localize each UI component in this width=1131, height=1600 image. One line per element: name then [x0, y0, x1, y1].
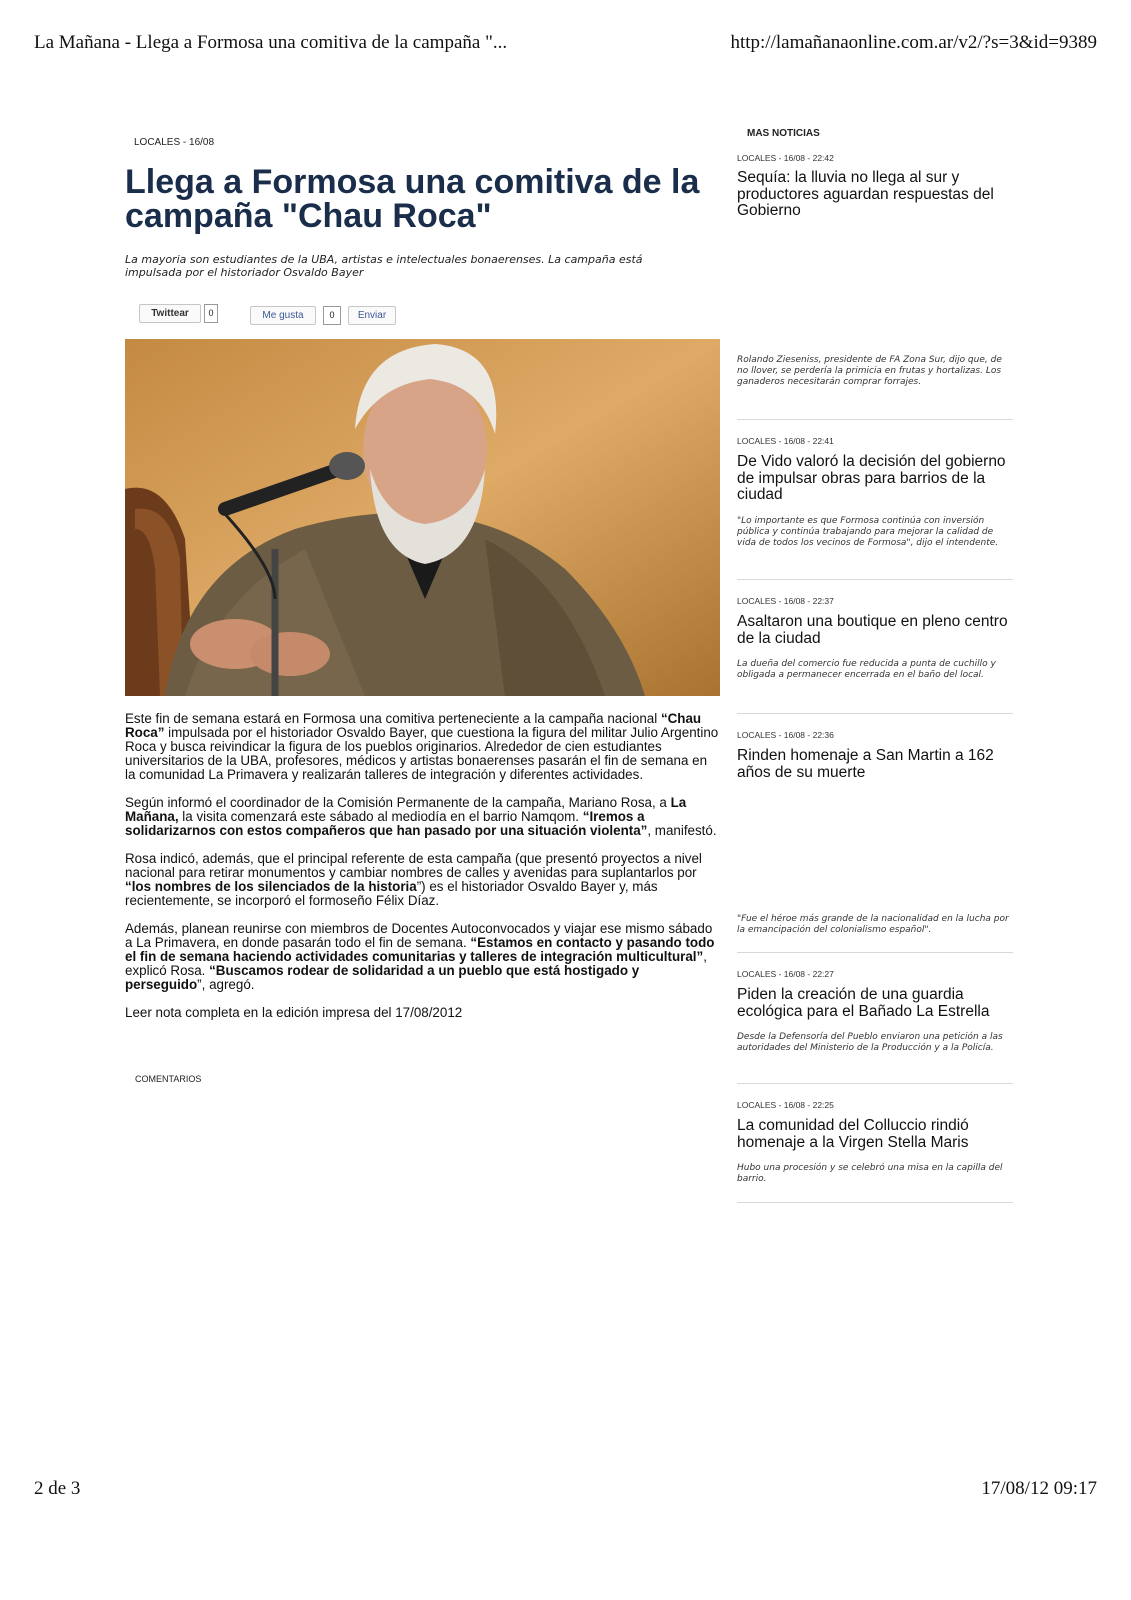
- tweet-count: 0: [204, 304, 218, 323]
- article-paragraph: Además, planean reunirse con miembros de Docentes Autoconvocados y viajar ese mismo sábado a La Primavera, en donde pasarán todo el fin de semana. “Estamos en contacto y pasando todo el fin de semana haciendo actividades comunitarias y talleres de integración multicultural”, explicó Rosa. “Buscamos rodear de solidaridad a un pueblo que está hostigado y perseguido”, agregó.: [125, 921, 715, 992]
- article-photo: [125, 339, 720, 696]
- article-body: [125, 712, 720, 1020]
- article-photo-image: [125, 339, 720, 696]
- social-share-bar: [125, 304, 720, 328]
- article-paragraph: Rosa indicó, además, que el principal referente de esta campaña (que presentó proyectos a nivel nacional para retirar monumentos y cambiar nombres de calles y avenidas para suplantarlos por “los nombres de los silenciados de la historia”) es el historiador Osvaldo Bayer y, más recientemente, se incorporó el formoseño Félix Díaz.: [125, 851, 702, 908]
- news-item[interactable]: [737, 596, 1013, 714]
- article-paragraph: Según informó el coordinador de la Comisión Permanente de la campaña, Mariano Rosa, a La Mañana, la visita comenzará este sábado al mediodía en el barrio Namqom. “Iremos a solidarizarnos con estos compañeros que han pasado por una situación violenta”, manifestó.: [125, 795, 717, 838]
- news-item-title[interactable]: Asaltaron una boutique en pleno centro de la ciudad: [737, 613, 1008, 647]
- print-url[interactable]: http://lamañanaonline.com.ar/v2/?s=3&id=9389: [730, 32, 1097, 53]
- news-item-excerpt: "Fue el héroe más grande de la nacionalidad en la lucha por la emancipación del colonialismo español".: [737, 914, 1009, 935]
- news-item[interactable]: [737, 730, 1013, 953]
- news-item-excerpt: La dueña del comercio fue reducida a punta de cuchillo y obligada a permanecer encerrada en el baño del local.: [737, 659, 996, 680]
- news-item[interactable]: [737, 436, 1013, 580]
- print-edition-note: Leer nota completa en la edición impresa del 17/08/2012: [125, 1005, 463, 1020]
- article-headline: Llega a Formosa una comitiva de la campaña "Chau Roca": [125, 163, 700, 235]
- print-page-title: La Mañana - Llega a Formosa una comitiva de la campaña "...: [34, 32, 508, 53]
- news-item-meta: LOCALES - 16/08 - 22:25: [737, 1100, 834, 1110]
- more-news-heading: MAS NOTICIAS: [747, 128, 820, 139]
- news-item-excerpt: Hubo una procesión y se celebró una misa en la capilla del barrio.: [737, 1163, 1003, 1184]
- news-item-excerpt: Desde la Defensoría del Pueblo enviaron una petición a las autoridades del Ministerio de la Producción y a la Policía.: [737, 1032, 1003, 1053]
- news-item-meta: LOCALES - 16/08 - 22:42: [737, 153, 834, 163]
- news-item-meta: LOCALES - 16/08 - 22:37: [737, 596, 834, 606]
- news-item-title[interactable]: Piden la creación de una guardia ecológica para el Bañado La Estrella: [737, 986, 990, 1020]
- news-item-excerpt: Rolando Zieseniss, presidente de FA Zona Sur, dijo que, de no llover, se perdería la primicia en frutas y hortalizas. Los ganaderos necesitarán comprar forrajes.: [737, 354, 1002, 387]
- article-subtitle: La mayoria son estudiantes de la UBA, artistas e intelectuales bonaerenses. La campaña está impulsada por el historiador Osvaldo Bayer: [125, 253, 643, 279]
- news-item-excerpt: "Lo importante es que Formosa continúa con inversión pública y continúa trabajando para mejorar la calidad de vida de todos los vecinos de Formosa", dijo el intendente.: [737, 515, 999, 548]
- print-footer: [34, 1478, 1097, 1500]
- news-item-title[interactable]: De Vido valoró la decisión del gobierno de impulsar obras para barrios de la ciudad: [737, 453, 1006, 503]
- news-item[interactable]: [737, 153, 1013, 420]
- comments-heading: COMENTARIOS: [135, 1074, 202, 1084]
- news-item[interactable]: [737, 969, 1013, 1084]
- more-news-sidebar: [737, 120, 1013, 1203]
- tweet-button[interactable]: Twittear: [139, 304, 201, 323]
- news-item-title[interactable]: Sequía: la lluvia no llega al sur y productores aguardan respuestas del Gobierno: [737, 169, 994, 219]
- article-section-date[interactable]: LOCALES - 16/08: [134, 137, 215, 148]
- send-button[interactable]: Enviar: [348, 306, 396, 325]
- article-paragraph: Este fin de semana estará en Formosa una comitiva perteneciente a la campaña nacional “Chau Roca” impulsada por el historiador Osvaldo Bayer, que cuestiona la figura del militar Julio Argentino Roca y busca reivindicar la figura de los pueblos originarios. Alrededor de cien estudiantes universitarios de la UBA, profesores, médicos y artistas bonaerenses pasarán el fin de semana en la comunidad La Primavera y realizarán talleres de integración y diferentes actividades.: [125, 711, 719, 782]
- news-item-meta: LOCALES - 16/08 - 22:36: [737, 730, 834, 740]
- like-count: 0: [323, 306, 341, 325]
- news-item-title[interactable]: Rinden homenaje a San Martin a 162 años de su muerte: [737, 747, 994, 781]
- like-button[interactable]: Me gusta: [250, 306, 316, 325]
- news-item-title[interactable]: La comunidad del Colluccio rindió homenaje a la Virgen Stella Maris: [737, 1117, 969, 1151]
- print-page-number: 2 de 3: [34, 1478, 81, 1499]
- print-header: [34, 32, 1097, 54]
- news-item-meta: LOCALES - 16/08 - 22:27: [737, 969, 834, 979]
- news-item[interactable]: [737, 1100, 1013, 1203]
- article: [125, 125, 720, 1084]
- print-datetime: 17/08/12 09:17: [981, 1478, 1097, 1499]
- news-item-meta: LOCALES - 16/08 - 22:41: [737, 436, 834, 446]
